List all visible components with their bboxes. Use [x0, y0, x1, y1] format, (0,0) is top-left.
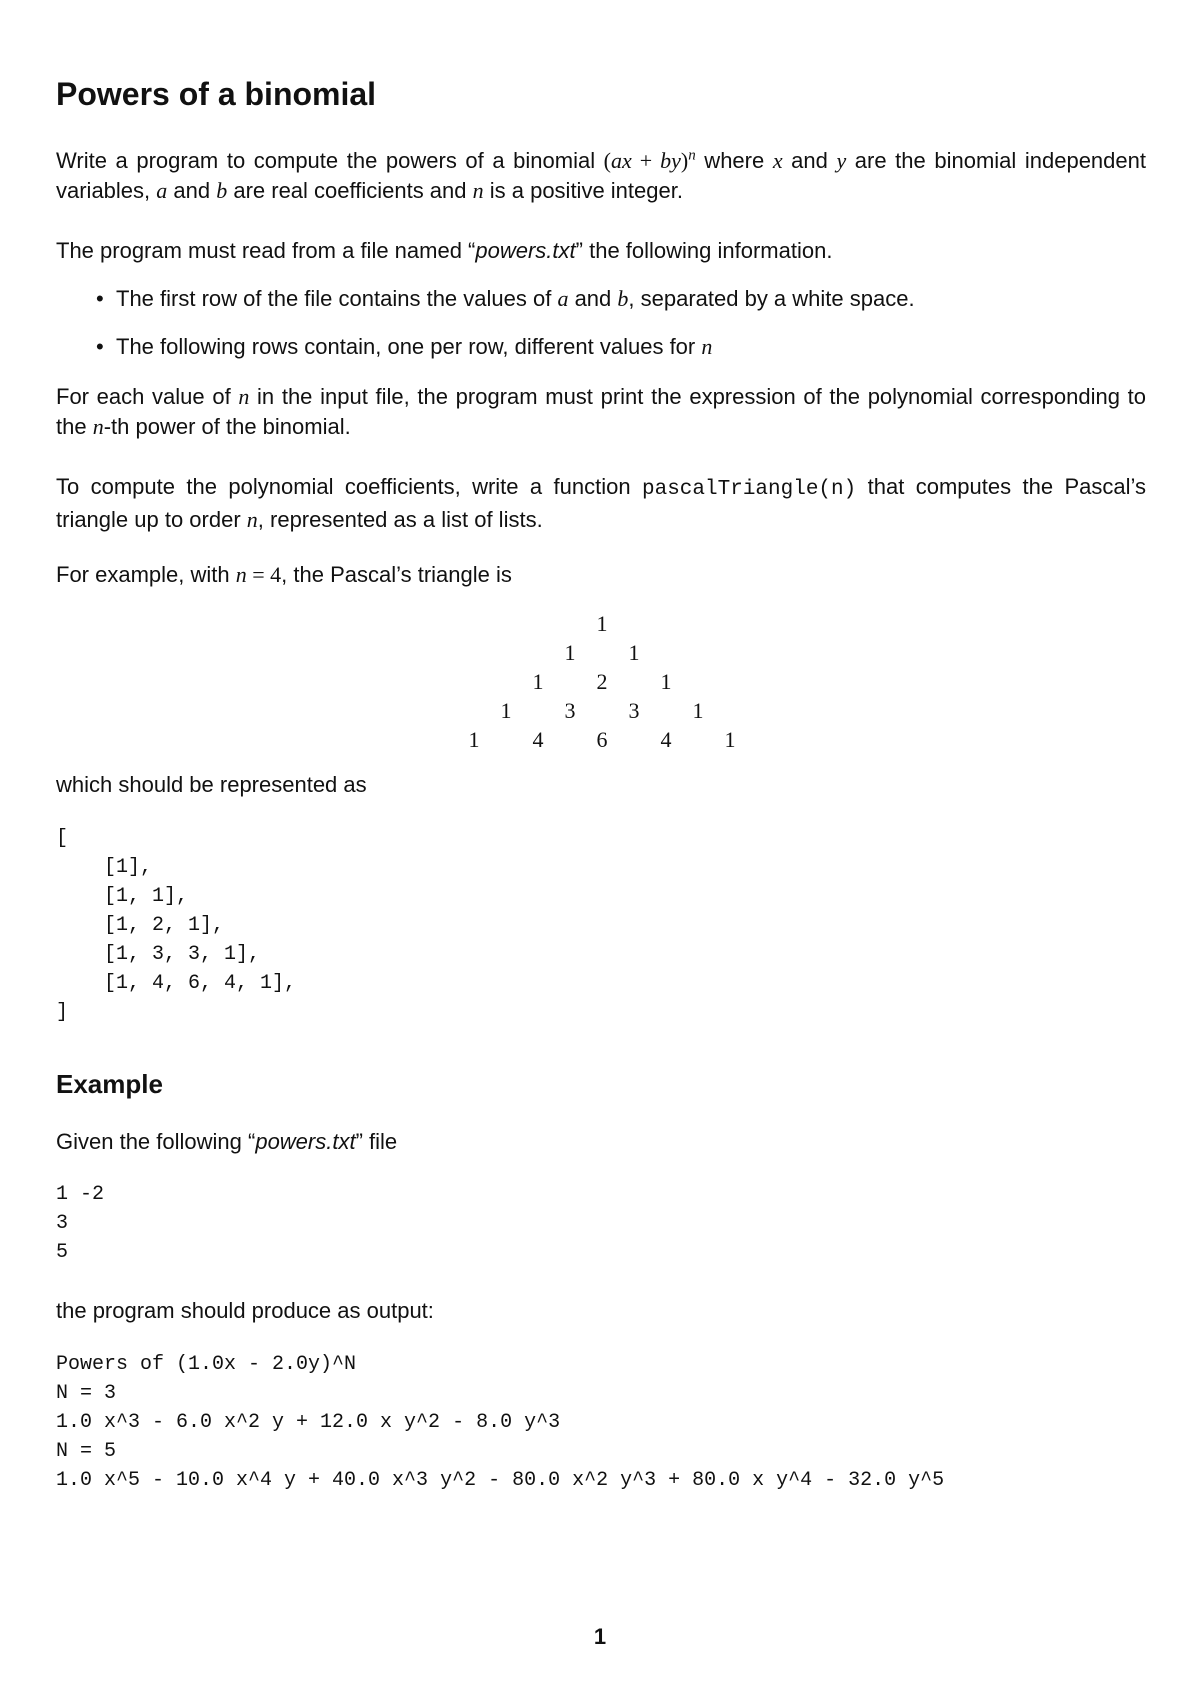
- represented-paragraph: which should be represented as: [56, 772, 367, 797]
- bullet2-text-1: The following rows contain, one per row, different values for: [116, 334, 702, 359]
- bullet1-text-3: , separated by a white space.: [628, 286, 915, 311]
- each-text-1: For each value of: [56, 384, 239, 409]
- triangle-number: 1: [564, 640, 576, 665]
- math-y: y: [836, 148, 847, 173]
- intro-text-5: and: [167, 178, 217, 203]
- read-filename: powers.txt: [475, 238, 576, 263]
- triangle-number: 6: [596, 727, 608, 752]
- math-n: n: [472, 178, 484, 203]
- math-by: by: [660, 148, 681, 173]
- bullet1-text-2: and: [568, 286, 618, 311]
- math-exponent-n: n: [688, 147, 696, 164]
- triangle-number: 4: [660, 727, 672, 752]
- triangle-number: 1: [660, 669, 672, 694]
- each-math-n: n: [238, 384, 250, 409]
- triangle-number: 1: [628, 640, 640, 665]
- given-text-2: ” file: [355, 1129, 398, 1154]
- example-math-n: n: [235, 562, 247, 587]
- intro-text-3: and: [782, 148, 837, 173]
- example-text-2: , the Pascal’s triangle is: [281, 562, 512, 587]
- each-text-3: -th power of the binomial.: [103, 414, 351, 439]
- program-output-code-block: Powers of (1.0x - 2.0y)^N N = 3 1.0 x^3 - 6.0 x^2 y + 12.0 x y^2 - 8.0 y^3 N = 5 1.0 x^5 - 10.0 x^4 y + 40.0 x^3 y^2 - 80.0 x^2 y^3 + 80.0 x y^4 - 32.0 y^5: [56, 1353, 945, 1492]
- triangle-number: 1: [468, 727, 480, 752]
- given-file-paragraph: [56, 1127, 1146, 1157]
- triangle-number: 1: [724, 727, 736, 752]
- intro-text-1: Write a program to compute the powers of a binomial: [56, 148, 604, 173]
- math-ax: ax: [611, 148, 632, 173]
- read-text-1: The program must read from a file named “: [56, 238, 476, 263]
- example-text-1: For example, with: [56, 562, 236, 587]
- page-number: 1: [593, 1624, 607, 1649]
- list-of-lists-code-block: [ [1], [1, 1], [1, 2, 1], [1, 3, 3, 1], [1, 4, 6, 4, 1], ]: [56, 827, 297, 1024]
- bullet2-math-n: n: [701, 334, 713, 359]
- example-heading: Example: [56, 1069, 163, 1099]
- bullet1-text-1: The first row of the file contains the values of: [116, 286, 558, 311]
- intro-text-2: where: [695, 148, 773, 173]
- triangle-number: 4: [532, 727, 544, 752]
- coef-text-2: that computes the Pascal’s triangle up to order: [56, 474, 1146, 532]
- page-title: Powers of a binomial: [56, 76, 377, 112]
- math-b: b: [216, 178, 228, 203]
- output-intro-paragraph: the program should produce as output:: [56, 1298, 434, 1323]
- math-a: a: [156, 178, 168, 203]
- function-name-code: pascalTriangle(n): [642, 478, 857, 501]
- intro-text-4: are the binomial independent variables,: [56, 148, 1146, 203]
- math-x: x: [772, 148, 783, 173]
- triangle-number: 1: [692, 698, 704, 723]
- math-open-paren: (: [603, 148, 611, 173]
- given-text-1: Given the following “: [56, 1129, 256, 1154]
- each-math-n2: n: [92, 414, 104, 439]
- example-math-eq: = 4: [246, 562, 282, 587]
- read-text-2: ” the following information.: [575, 238, 833, 263]
- coef-text-3: , represented as a list of lists.: [257, 507, 543, 532]
- triangle-number: 3: [628, 698, 640, 723]
- each-text-2: in the input file, the program must print the expression of the polynomial corresponding to the: [56, 384, 1146, 439]
- bullet1-math-a: a: [557, 286, 569, 311]
- math-plus: +: [631, 148, 661, 173]
- coef-text-1: To compute the polynomial coefficients, write a function: [56, 474, 642, 499]
- coef-math-n: n: [246, 507, 258, 532]
- bullet1-math-b: b: [617, 286, 629, 311]
- intro-text-6: are real coefficients and: [227, 178, 473, 203]
- triangle-number: 3: [564, 698, 576, 723]
- given-filename: powers.txt: [255, 1129, 356, 1154]
- triangle-number: 1: [500, 698, 512, 723]
- triangle-number: 1: [596, 611, 608, 636]
- input-file-code-block: 1 -2 3 5: [56, 1183, 105, 1264]
- math-close-paren: ): [680, 148, 689, 173]
- pascal-triangle: [0, 0, 1200, 760]
- triangle-number: 2: [596, 669, 608, 694]
- intro-text-7: is a positive integer.: [483, 178, 683, 203]
- triangle-number: 1: [532, 669, 544, 694]
